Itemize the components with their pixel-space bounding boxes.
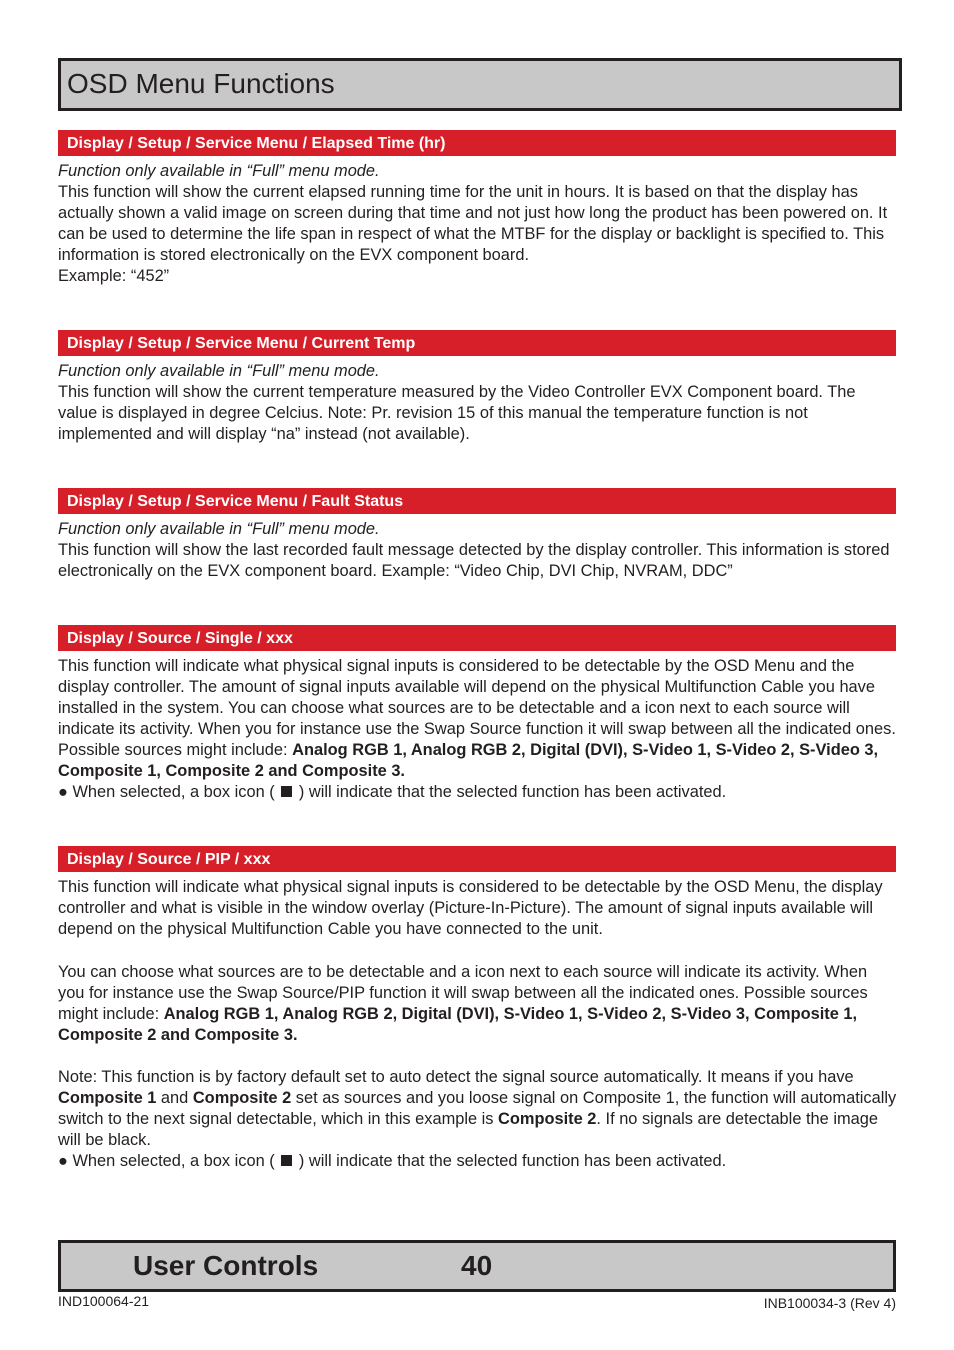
- description: This function will show the current elapsed running time for the unit in hours. It is based on that the display has actually shown a valid image on screen during that time and not just how long the product has been powered on. It can be used to determine the life span in respect of what the MTBF for the display or backlight is specified to. This information is stored electronically on the EVX component board.: [58, 183, 888, 264]
- example: Example: “452”: [58, 267, 170, 285]
- description: This function will show the last recorded fault message detected by the display controller. This information is stored electronically on the EVX component board. Example: “Video Chip, DVI Chip, NVRAM, DDC”: [58, 541, 890, 580]
- document-code-left: IND100064-21: [58, 1293, 150, 1309]
- description: This function will indicate what physical signal inputs is considered to be detectable by the OSD Menu and the display controller. The amount of signal inputs available will depend on the physical Multifunction Cable you have installed in the system. You can choose what sources are to be detectable and a icon next to each source will indicate its activity. When you for instance use the Swap Source function it will swap between all the indicated ones. Possible sources might include: Analog RGB 1, Analog RGB 2, Digital (DVI), S-Video 1, S-Video 2, S-Video 3, Composite 1, Composite 2 and Composite 3.: [58, 657, 896, 780]
- section-body-elapsed-time: [58, 161, 898, 287]
- bullet-note: ● When selected, a box icon ( ) will indicate that the selected function has been activated.: [58, 1152, 727, 1170]
- mode-note: Function only available in “Full” menu mode.: [58, 520, 380, 538]
- section-body-source-single: [58, 656, 898, 803]
- section-body-source-pip: [58, 877, 898, 1172]
- box-icon: [281, 786, 292, 797]
- description-2: You can choose what sources are to be detectable and a icon next to each source will indicate its activity. When you for instance use the Swap Source/PIP function it will swap between all the indicated ones. Possible sources might include: Analog RGB 1, Analog RGB 2, Digital (DVI), S-Video 1, S-Video 2, S-Video 3, Composite 1, Composite 2 and Composite 3.: [58, 963, 868, 1044]
- section-heading-source-pip: Display / Source / PIP / xxx: [58, 846, 896, 872]
- document-code-right: INB100034-3 (Rev 4): [763, 1295, 896, 1311]
- section-heading-fault-status: Display / Setup / Service Menu / Fault Status: [58, 488, 896, 514]
- page-title-bar: [58, 58, 902, 111]
- section-heading-source-single: Display / Source / Single / xxx: [58, 625, 896, 651]
- source-list: Analog RGB 1, Analog RGB 2, Digital (DVI), S-Video 1, S-Video 2, S-Video 3, Composite 1, Composite 2 and Composite 3.: [58, 741, 879, 780]
- section-heading-current-temp: Display / Setup / Service Menu / Current Temp: [58, 330, 896, 356]
- chapter-title: User Controls: [133, 1250, 319, 1281]
- source-list: Analog RGB 1, Analog RGB 2, Digital (DVI), S-Video 1, S-Video 2, S-Video 3, Composite 1, Composite 2 and Composite 3.: [58, 1005, 858, 1044]
- auto-detect-note: Note: This function is by factory default set to auto detect the signal source automatically. It means if you have Composite 1 and Composite 2 set as sources and you loose signal on Composite 1, the function will automatically switch to the next signal detectable, which in this example is Composite 2. If no signals are detectable the image will be black.: [58, 1068, 897, 1149]
- section-body-fault-status: [58, 519, 898, 582]
- mode-note: Function only available in “Full” menu mode.: [58, 162, 380, 180]
- page-title: OSD Menu Functions: [67, 68, 335, 99]
- footer-bar: [58, 1240, 896, 1292]
- description: This function will show the current temperature measured by the Video Controller EVX Component board. The value is displayed in degree Celcius. Note: Pr. revision 15 of this manual the temperature function is not implemented and will display “na” instead (not available).: [58, 383, 856, 443]
- mode-note: Function only available in “Full” menu mode.: [58, 362, 380, 380]
- page-number: 40: [461, 1250, 493, 1281]
- bullet-note: ● When selected, a box icon ( ) will indicate that the selected function has been activated.: [58, 783, 727, 801]
- section-body-current-temp: [58, 361, 898, 445]
- box-icon: [281, 1155, 292, 1166]
- description-1: This function will indicate what physical signal inputs is considered to be detectable by the OSD Menu, the display controller and what is visible in the window overlay (Picture-In-Picture). The amount of signal inputs available will depend on the physical Multifunction Cable you have connected to the unit.: [58, 878, 883, 938]
- section-heading-elapsed-time: Display / Setup / Service Menu / Elapsed Time (hr): [58, 130, 896, 156]
